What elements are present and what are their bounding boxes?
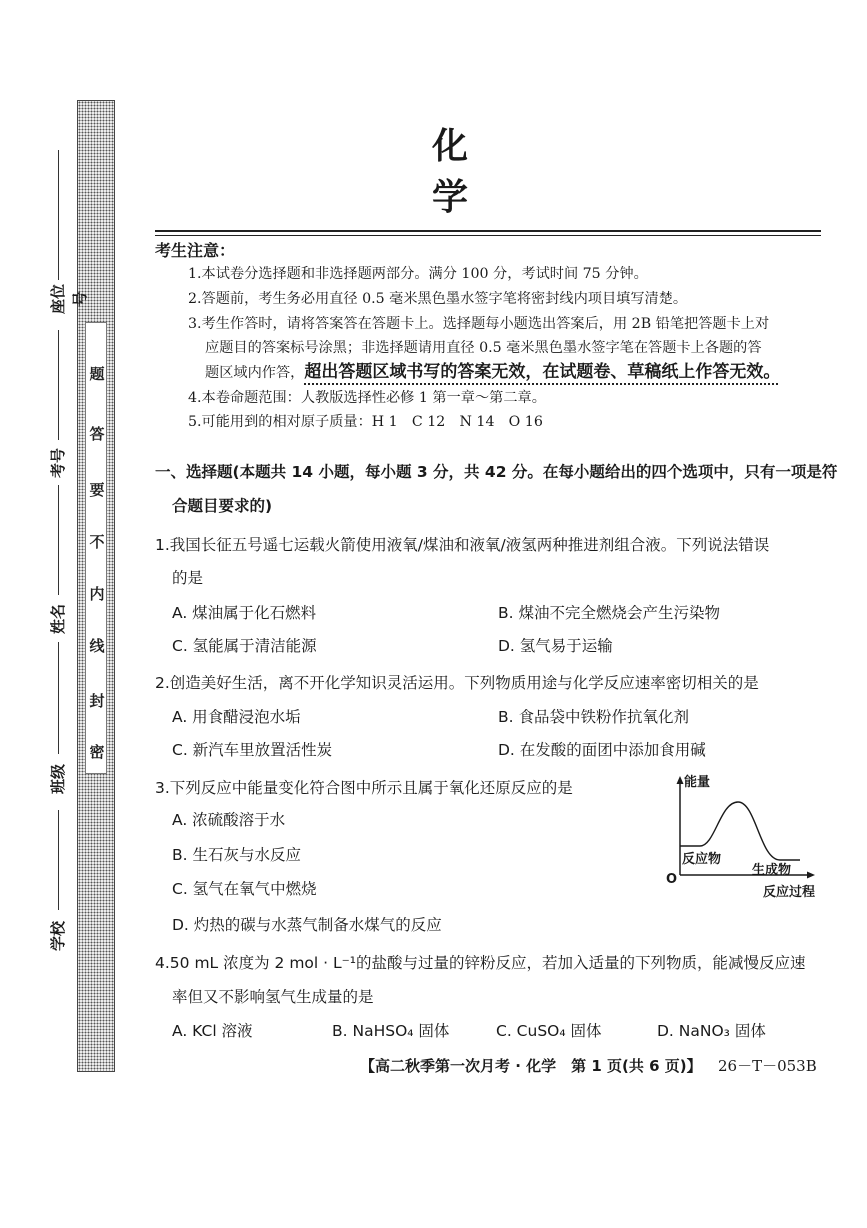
option-a[interactable]: A. 煤油属于化石燃料 — [172, 604, 317, 622]
option-a[interactable]: A. 浓硫酸溶于水 — [172, 811, 286, 829]
option-c[interactable]: C. CuSO₄ 固体 — [496, 1022, 602, 1040]
page-footer: 【高二秋季第一次月考 · 化学 第 1 页(共 6 页)】 — [360, 1057, 702, 1075]
school-line[interactable] — [58, 810, 59, 910]
name-label: 姓名 — [49, 604, 67, 635]
seal-char: 密 — [89, 743, 105, 761]
option-a[interactable]: A. 用食醋浸泡水垢 — [172, 708, 301, 726]
question-stem: 1.我国长征五号遥七运载火箭使用液氧/煤油和液氧/液氢两种推进剂组合液。下列说法错误 — [155, 536, 770, 554]
option-b[interactable]: B. 生石灰与水反应 — [172, 846, 301, 864]
seal-char: 线 — [89, 637, 105, 655]
y-axis-arrow — [677, 776, 684, 784]
school-label: 学校 — [49, 921, 67, 952]
note-item: 题区域内作答， — [205, 365, 305, 381]
x-axis-label: 反应过程 — [763, 885, 816, 900]
title-rule-thin — [155, 235, 821, 236]
class-label: 班级 — [49, 764, 67, 795]
option-b[interactable]: B. 食品袋中铁粉作抗氧化剂 — [498, 708, 689, 726]
class-line[interactable] — [58, 642, 59, 754]
title-rule — [155, 230, 821, 232]
option-d[interactable]: D. 氢气易于运输 — [498, 637, 613, 655]
seal-char: 封 — [89, 692, 105, 710]
note-item: 3.考生作答时，请将答案答在答题卡上。选择题每小题选出答案后，用 2B 铅笔把答题卡上对 — [188, 316, 770, 332]
question-stem: 2.创造美好生活，离不开化学知识灵活运用。下列物质用途与化学反应速率密切相关的是 — [155, 674, 759, 692]
note-item: 1.本试卷分选择题和非选择题两部分。满分 100 分，考试时间 75 分钟。 — [188, 266, 648, 282]
option-d[interactable]: D. 在发酸的面团中添加食用碱 — [498, 741, 706, 759]
option-c[interactable]: C. 氢气在氧气中燃烧 — [172, 880, 317, 898]
seal-char: 内 — [89, 585, 105, 603]
note-item: 应题目的答案标号涂黑；非选择题请用直径 0.5 毫米黑色墨水签字笔在答题卡上各题的答 — [205, 340, 762, 356]
question-stem-cont: 的是 — [172, 569, 204, 587]
option-c[interactable]: C. 新汽车里放置活性炭 — [172, 741, 333, 759]
note-item: 2.答题前，考生务必用直径 0.5 毫米黑色墨水签字笔将密封线内项目填写清楚。 — [188, 291, 688, 307]
x-axis-arrow — [807, 872, 815, 879]
question-stem: 3.下列反应中能量变化符合图中所示且属于氧化还原反应的是 — [155, 779, 573, 797]
origin-label: O — [666, 872, 678, 887]
seat-number-line[interactable] — [58, 150, 59, 280]
seal-char: 要 — [89, 481, 105, 499]
option-a[interactable]: A. KCl 溶液 — [172, 1022, 253, 1040]
page-title: 化 学 — [431, 126, 625, 218]
option-b[interactable]: B. 煤油不完全燃烧会产生污染物 — [498, 604, 720, 622]
option-d[interactable]: D. 灼热的碳与水蒸气制备水煤气的反应 — [172, 916, 442, 934]
product-label: 生成物 — [752, 863, 792, 878]
exam-number-line[interactable] — [58, 330, 59, 440]
reactant-label: 反应物 — [682, 852, 722, 867]
section-heading: 一、选择题(本题共 14 小题，每小题 3 分，共 42 分。在每小题给出的四个选项中，只有一项是符 — [155, 463, 838, 481]
emphasis-text: 超出答题区域书写的答案无效，在试题卷、草稿纸上作答无效。 — [304, 362, 781, 382]
name-line[interactable] — [58, 485, 59, 595]
seal-notice — [85, 322, 107, 774]
seat-number-label: 座位号 — [49, 284, 89, 315]
section-heading-cont: 合题目要求的) — [172, 497, 273, 515]
notes-heading: 考生注意： — [155, 241, 236, 260]
option-b[interactable]: B. NaHSO₄ 固体 — [332, 1022, 450, 1040]
y-axis-label: 能量 — [684, 775, 711, 790]
energy-diagram — [660, 770, 820, 905]
paper-code: 26－T－053B — [718, 1057, 817, 1075]
option-d[interactable]: D. NaNO₃ 固体 — [657, 1022, 766, 1040]
note-item: 5.可能用到的相对原子质量：H 1 C 12 N 14 O 16 — [188, 414, 543, 430]
seal-char: 不 — [89, 533, 105, 551]
option-c[interactable]: C. 氢能属于清洁能源 — [172, 637, 317, 655]
note-item-last-line — [205, 360, 780, 385]
seal-char: 题 — [89, 365, 105, 383]
note-item: 4.本卷命题范围：人教版选择性必修 1 第一章～第二章。 — [188, 390, 546, 406]
exam-number-label: 考号 — [49, 448, 67, 479]
seal-char: 答 — [89, 425, 105, 443]
question-stem-cont: 率但又不影响氢气生成量的是 — [172, 988, 374, 1006]
question-stem: 4.50 mL 浓度为 2 mol · L⁻¹的盐酸与过量的锌粉反应，若加入适量的下列物质，能减慢反应速 — [155, 954, 806, 972]
